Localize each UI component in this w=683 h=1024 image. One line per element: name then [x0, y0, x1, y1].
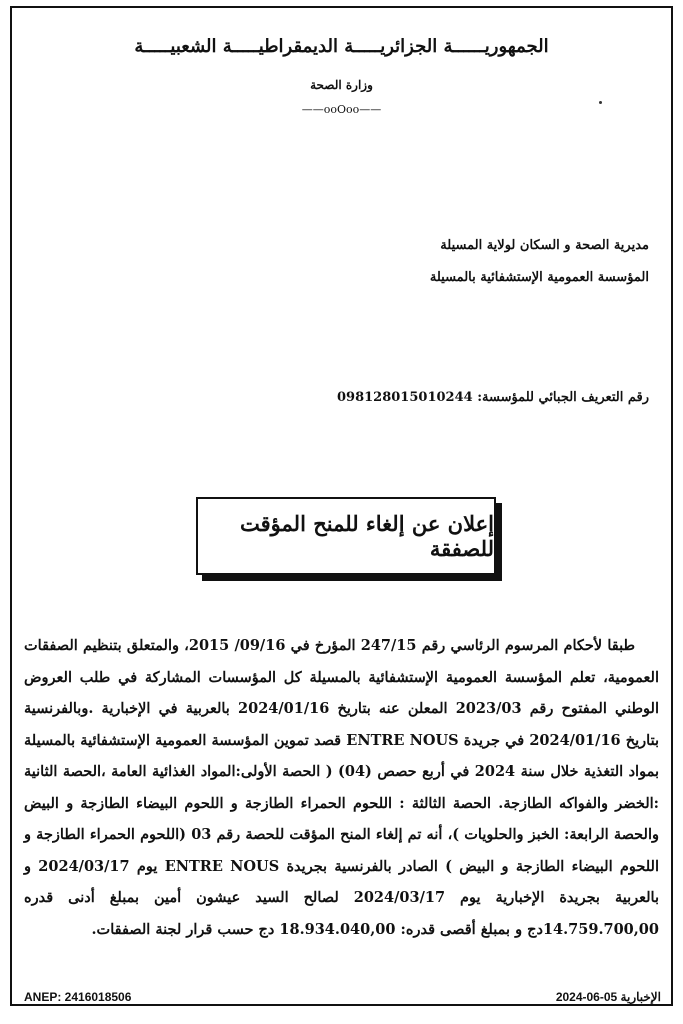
notice-title: إعلان عن إلغاء للمنح المؤقت للصفقة	[240, 511, 494, 561]
notice-paragraph: طبقا لأحكام المرسوم الرئاسي رقم 247/15 المؤرخ في 09/16/ 2015، والمتعلق بتنظيم الصفقات العمومية، تعلم المؤسسة العمومية الإستشفائية بالمسيلة كل المؤسسات المشاركة في طلب العروض الوطني المفتوح رقم 2023/03 المعلن عنه بتاريخ 2024/01/16 بالعربية في الإخبارية .وبالفرنسية بتاريخ 2024/01/16 في جريدة ENTRE NOUS قصد تموين المؤسسة العمومية الإستشفائية بالمسيلة بمواد التغذية خلال سنة 2024 في أربع حصص (04) ( الحصة الأولى:المواد الغذائية العامة ،الحصة الثانية :الخضر والفواكه الطازجة. الحصة الثالثة : اللحوم الحمراء الطازجة و اللحوم البيضاء الطازجة و البيض والحصة الرابعة: الخبز والحلويات )، أنه تم إلغاء المنح المؤقت للحصة رقم 03 (اللحوم الحمراء الطازجة و اللحوم البيضاء الطازجة و البيض ) الصادر بالفرنسية بجريدة ENTRE NOUS يوم 2024/03/17 و بالعربية بجريدة الإخبارية يوم 2024/03/17 لصالح السيد عيشون أمين بمبلغ أدنى قدره 14.759.700,00دج و بمبلغ أقصى قدره: 18.934.040,00 دج حسب قرار لجنة الصفقات.	[24, 637, 660, 938]
republic-header: الجمهوريــــــة الجزائريـــــة الديمقراطيـــــة الشعبيـــــة	[134, 36, 549, 57]
publication-name: الإخبارية	[620, 990, 661, 1004]
institution-name: المؤسسة العمومية الإستشفائية بالمسيلة	[429, 270, 649, 285]
tax-id-value: 098128015010244	[336, 390, 473, 405]
speck-mark	[599, 101, 602, 104]
tax-id-line	[337, 390, 649, 405]
anep-reference: ANEP: 2416018506	[24, 990, 132, 1004]
publication-source	[556, 990, 661, 1004]
directorate-name: مديرية الصحة و السكان لولاية المسيلة	[440, 238, 649, 253]
notice-title-box	[196, 497, 496, 575]
header-ornament: ——ooOoo——	[301, 103, 382, 116]
tax-id-label: رقم التعريف الجبائي للمؤسسة:	[477, 390, 649, 405]
footer	[14, 990, 665, 1010]
ministry-name: وزارة الصحة	[310, 78, 373, 92]
publication-date: 2024-06-05	[555, 990, 618, 1004]
notice-body	[24, 630, 659, 945]
